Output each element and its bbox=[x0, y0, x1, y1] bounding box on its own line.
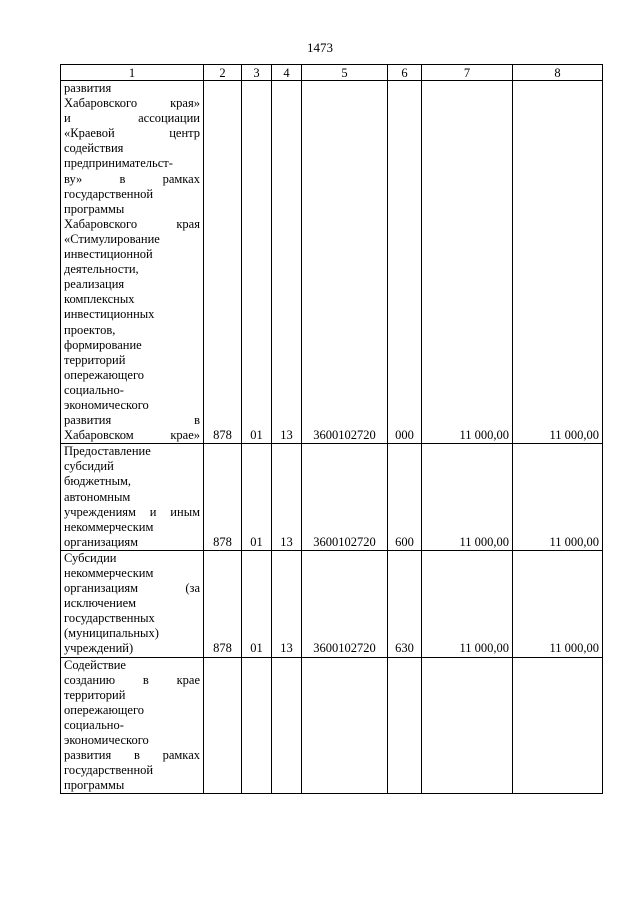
column-header: 2 bbox=[204, 65, 242, 81]
table-row bbox=[61, 81, 603, 444]
cell-amount-approved: 11 000,00 bbox=[422, 81, 513, 444]
cell-section bbox=[242, 657, 272, 794]
description-line: учреждениям и иным bbox=[64, 504, 200, 519]
description-line: и ассоциации bbox=[64, 111, 200, 126]
description-line: созданию в крае bbox=[64, 672, 200, 687]
cell-amount-executed: 11 000,00 bbox=[513, 81, 603, 444]
description-line: экономического bbox=[64, 733, 149, 748]
cell-amount-executed bbox=[513, 657, 603, 794]
cell-admin-code: 878 bbox=[204, 444, 242, 551]
cell-subsection bbox=[272, 657, 302, 794]
column-header: 3 bbox=[242, 65, 272, 81]
description-line: «Краевой центр bbox=[64, 126, 200, 141]
description-line: предпринимательст- bbox=[64, 156, 173, 171]
table-row bbox=[61, 444, 603, 551]
description-line: проектов, bbox=[64, 322, 116, 337]
table-row bbox=[61, 550, 603, 657]
description-line: государственных bbox=[64, 611, 155, 626]
description-line: Хабаровском крае» bbox=[64, 428, 200, 443]
row-description bbox=[61, 81, 204, 444]
description-line: Содействие bbox=[64, 657, 126, 672]
column-header: 8 bbox=[513, 65, 603, 81]
description-line: территорий bbox=[64, 352, 126, 367]
description-line: исключением bbox=[64, 596, 137, 611]
budget-table bbox=[60, 64, 603, 794]
table-row bbox=[61, 657, 603, 794]
description-line: содействия bbox=[64, 141, 124, 156]
description-line: Предоставление bbox=[64, 444, 151, 459]
row-description bbox=[61, 657, 204, 794]
cell-amount-executed: 11 000,00 bbox=[513, 444, 603, 551]
description-line: развития bbox=[64, 81, 112, 95]
description-line: организациям bbox=[64, 534, 139, 549]
description-line: опережающего bbox=[64, 702, 145, 717]
description-line: учреждений) bbox=[64, 641, 134, 656]
cell-subsection: 13 bbox=[272, 81, 302, 444]
header-row bbox=[61, 65, 603, 81]
cell-expense-type bbox=[388, 657, 422, 794]
cell-subsection: 13 bbox=[272, 444, 302, 551]
description-line: Хабаровского края» bbox=[64, 96, 200, 111]
cell-target-article: 3600102720 bbox=[302, 81, 388, 444]
column-header: 6 bbox=[388, 65, 422, 81]
description-line: развития в рамках bbox=[64, 748, 200, 763]
cell-amount-approved bbox=[422, 657, 513, 794]
cell-section: 01 bbox=[242, 444, 272, 551]
cell-amount-approved: 11 000,00 bbox=[422, 444, 513, 551]
row-description bbox=[61, 444, 204, 551]
description-line: реализация bbox=[64, 277, 125, 292]
cell-target-article: 3600102720 bbox=[302, 550, 388, 657]
column-header: 1 bbox=[61, 65, 204, 81]
description-line: «Стимулирование bbox=[64, 231, 160, 246]
description-line: бюджетным, bbox=[64, 474, 132, 489]
description-line: Хабаровского края bbox=[64, 216, 200, 231]
description-line: государственной bbox=[64, 186, 154, 201]
description-line: опережающего bbox=[64, 367, 145, 382]
row-description bbox=[61, 550, 204, 657]
column-header: 7 bbox=[422, 65, 513, 81]
column-header: 4 bbox=[272, 65, 302, 81]
cell-admin-code: 878 bbox=[204, 550, 242, 657]
description-line: экономического bbox=[64, 397, 149, 412]
cell-expense-type: 600 bbox=[388, 444, 422, 551]
cell-expense-type: 000 bbox=[388, 81, 422, 444]
description-line: организациям (за bbox=[64, 581, 200, 596]
description-line: развития в bbox=[64, 413, 200, 428]
description-line: социально- bbox=[64, 382, 124, 397]
description-line: субсидий bbox=[64, 459, 114, 474]
column-header: 5 bbox=[302, 65, 388, 81]
cell-target-article: 3600102720 bbox=[302, 444, 388, 551]
cell-subsection: 13 bbox=[272, 550, 302, 657]
description-line: программы bbox=[64, 778, 125, 793]
description-line: инвестиционной bbox=[64, 247, 153, 262]
cell-amount-executed: 11 000,00 bbox=[513, 550, 603, 657]
description-line: инвестиционных bbox=[64, 307, 155, 322]
description-line: социально- bbox=[64, 717, 124, 732]
description-line: ву» в рамках bbox=[64, 171, 200, 186]
description-line: некоммерческим bbox=[64, 566, 154, 580]
cell-admin-code bbox=[204, 657, 242, 794]
cell-amount-approved: 11 000,00 bbox=[422, 550, 513, 657]
page-number: 1473 bbox=[307, 40, 333, 55]
description-line: территорий bbox=[64, 687, 126, 702]
cell-expense-type: 630 bbox=[388, 550, 422, 657]
description-line: автономным bbox=[64, 489, 131, 504]
cell-section: 01 bbox=[242, 550, 272, 657]
description-line: комплексных bbox=[64, 292, 135, 307]
cell-section: 01 bbox=[242, 81, 272, 444]
cell-admin-code: 878 bbox=[204, 81, 242, 444]
description-line: формирование bbox=[64, 337, 142, 352]
description-line: (муниципальных) bbox=[64, 626, 159, 641]
description-line: некоммерческим bbox=[64, 519, 154, 534]
description-line: Субсидии bbox=[64, 550, 117, 565]
description-line: программы bbox=[64, 201, 125, 216]
description-line: государственной bbox=[64, 763, 154, 778]
table-body bbox=[61, 81, 603, 794]
cell-target-article bbox=[302, 657, 388, 794]
description-line: деятельности, bbox=[64, 262, 139, 277]
